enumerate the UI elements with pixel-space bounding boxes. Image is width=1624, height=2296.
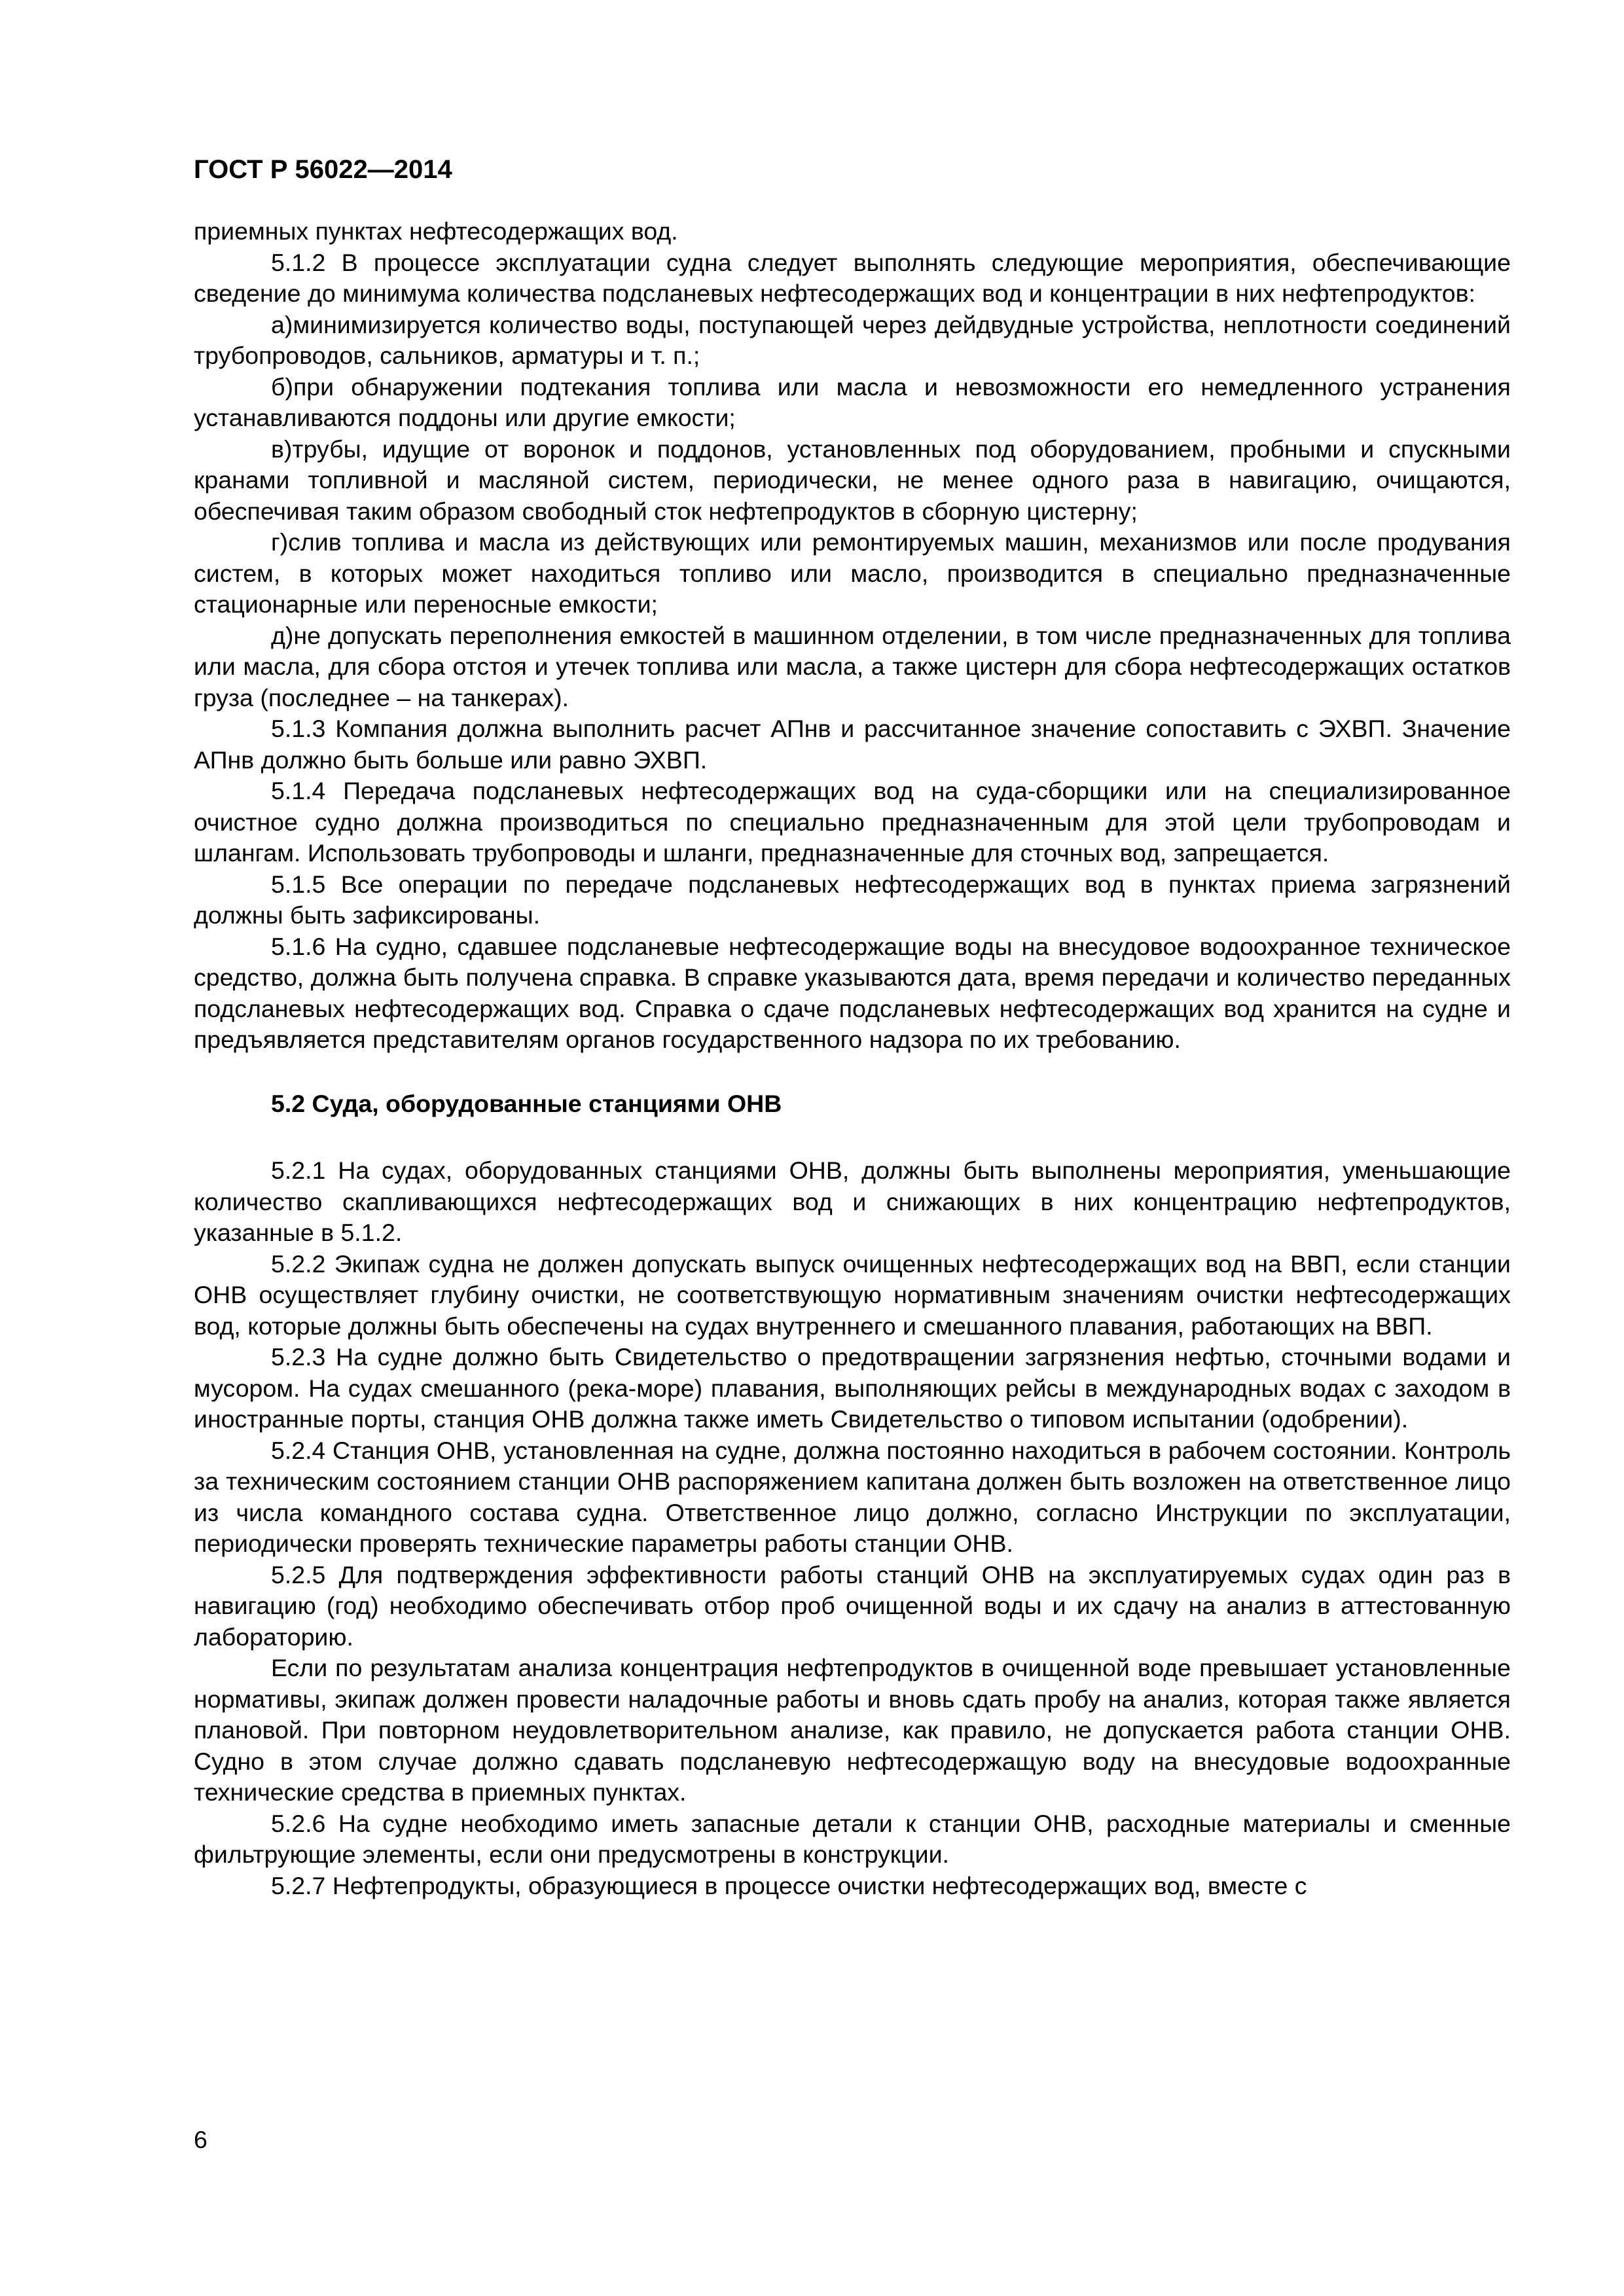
list-marker: а) [271, 310, 293, 338]
list-item-d [194, 620, 1511, 714]
list-item-text: трубы, идущие от воронок и поддонов, установленных под оборудованием, пробными и спускными кранами топливной и масляной систем, периодически, не менее одного раза в навигацию, очищаются, обеспечивая таким образом свободный сток нефтепродуктов в сборную цистерну; [194, 435, 1511, 525]
paragraph-5-1-3: 5.1.3 Компания должна выполнить расчет АПнв и рассчитанное значение сопоставить с ЭХВП. Значение АПнв должно быть больше или равно ЭХВП. [194, 715, 1511, 774]
paragraph-5-2-5: 5.2.5 Для подтверждения эффективности работы станций ОНВ на эксплуатируемых судах один раз в навигацию (год) необходимо обеспечивать отбор проб очищенной воды и их сдачу на анализ в аттестованную лабораторию. [194, 1560, 1511, 1651]
paragraph-5-2-7: 5.2.7 Нефтепродукты, образующиеся в процессе очистки нефтесодержащих вод, вместе с [271, 1871, 1307, 1899]
paragraph-5-1-4: 5.1.4 Передача подсланевых нефтесодержащих вод на суда-сборщики или на специализированное очистное судно должна производиться по специально предназначенным для этой цели трубопроводам и шлангам. Использовать трубопроводы и шланги, предназначенные для сточных вод, запрещается. [194, 777, 1511, 867]
paragraph-continuation: приемных пунктах нефтесодержащих вод. [194, 217, 678, 245]
list-item-text: минимизируется количество воды, поступающей через дейдвудные устройства, неплотности соединений трубопроводов, сальников, арматуры и т. п.; [194, 310, 1511, 369]
list-marker: б) [271, 372, 293, 401]
list-item-text: слив топлива и масла из действующих или ремонтируемых машин, механизмов или после продувания систем, в которых может находиться топливо или масло, производится в специально предназначенные стационарные или переносные емкости; [194, 528, 1511, 618]
paragraph-5-1-6: 5.1.6 На судно, сдавшее подсланевые нефтесодержащие воды на внесудовое водоохранное техническое средство, должна быть получена справка. В справке указываются дата, время передачи и количество переданных подсланевых нефтесодержащих вод. Справка о сдаче подсланевых нефтесодержащих вод хранится на судне и предъявляется представителям органов государственного надзора по их требованию. [194, 932, 1511, 1053]
paragraph-5-2-3: 5.2.3 На судне должно быть Свидетельство о предотвращении загрязнения нефтью, сточными водами и мусором. На судах смешанного (река-море) плавания, выполняющих рейсы в международных водах с заходом в иностранные порты, станция ОНВ должна также иметь Свидетельство о типовом испытании (одобрении). [194, 1343, 1511, 1433]
list-item-a [194, 310, 1511, 372]
list-item-v [194, 434, 1511, 528]
page-number: 6 [194, 2126, 208, 2153]
paragraph-5-2-1: 5.2.1 На судах, оборудованных станциями ОНВ, должны быть выполнены мероприятия, уменьшающие количество скапливающихся нефтесодержащих вод и снижающих в них концентрацию нефтепродуктов, указанные в 5.1.2. [194, 1157, 1511, 1246]
list-item-g [194, 527, 1511, 620]
document-header: ГОСТ Р 56022—2014 [194, 155, 452, 184]
list-item-text: при обнаружении подтекания топлива или масла и невозможности его немедленного устранения устанавливаются поддоны или другие емкости; [194, 372, 1511, 431]
list-marker: г) [271, 528, 289, 556]
paragraph-5-2-2: 5.2.2 Экипаж судна не должен допускать выпуск очищенных нефтесодержащих вод на ВВП, если станции ОНВ осуществляет глубину очистки, не соответствующую нормативным значениям очистки нефтесодержащих вод, которые должны быть обеспечены на судах внутреннего и смешанного плавания, работающих на ВВП. [194, 1249, 1511, 1340]
paragraph-5-2-5-continued: Если по результатам анализа концентрация нефтепродуктов в очищенной воде превышает установленные нормативы, экипаж должен провести наладочные работы и вновь сдать пробу на анализ, которая также является плановой. При повторном неудовлетворительном анализе, как правило, не допускается работа станции ОНВ. Судно в этом случае должно сдавать подсланевую нефтесодержащую воду на внесудовые водоохранные технические средства в приемных пунктах. [194, 1654, 1511, 1806]
document-body [194, 216, 1511, 1901]
list-marker: в) [271, 435, 293, 463]
list-item-text: не допускать переполнения емкостей в машинном отделении, в том числе предназначенных для топлива или масла, для сбора отстоя и утечек топлива или масла, а также цистерн для сбора нефтесодержащих остатков груза (последнее – на танкерах). [194, 621, 1511, 711]
list-marker: д) [271, 621, 294, 649]
paragraph-5-2-4: 5.2.4 Станция ОНВ, установленная на судне, должна постоянно находиться в рабочем состоянии. Контроль за техническим состоянием станции ОНВ распоряжением капитана должен быть возложен на ответственное лицо из числа командного состава судна. Ответственное лицо должно, согласно Инструкции по эксплуатации, периодически проверять технические параметры работы станции ОНВ. [194, 1436, 1511, 1557]
paragraph-5-1-2: 5.1.2 В процессе эксплуатации судна следует выполнять следующие мероприятия, обеспечивающие сведение до минимума количества подсланевых нефтесодержащих вод и концентрации в них нефтепродуктов: [194, 248, 1511, 307]
section-heading-5-2: 5.2 Суда, оборудованные станциями ОНВ [271, 1089, 782, 1117]
paragraph-5-1-5: 5.1.5 Все операции по передаче подсланевых нефтесодержащих вод в пунктах приема загрязнений должны быть зафиксированы. [194, 870, 1511, 929]
list-item-b [194, 372, 1511, 434]
paragraph-5-2-6: 5.2.6 На судне необходимо иметь запасные детали к станции ОНВ, расходные материалы и сменные фильтрующие элементы, если они предусмотрены в конструкции. [194, 1809, 1511, 1868]
